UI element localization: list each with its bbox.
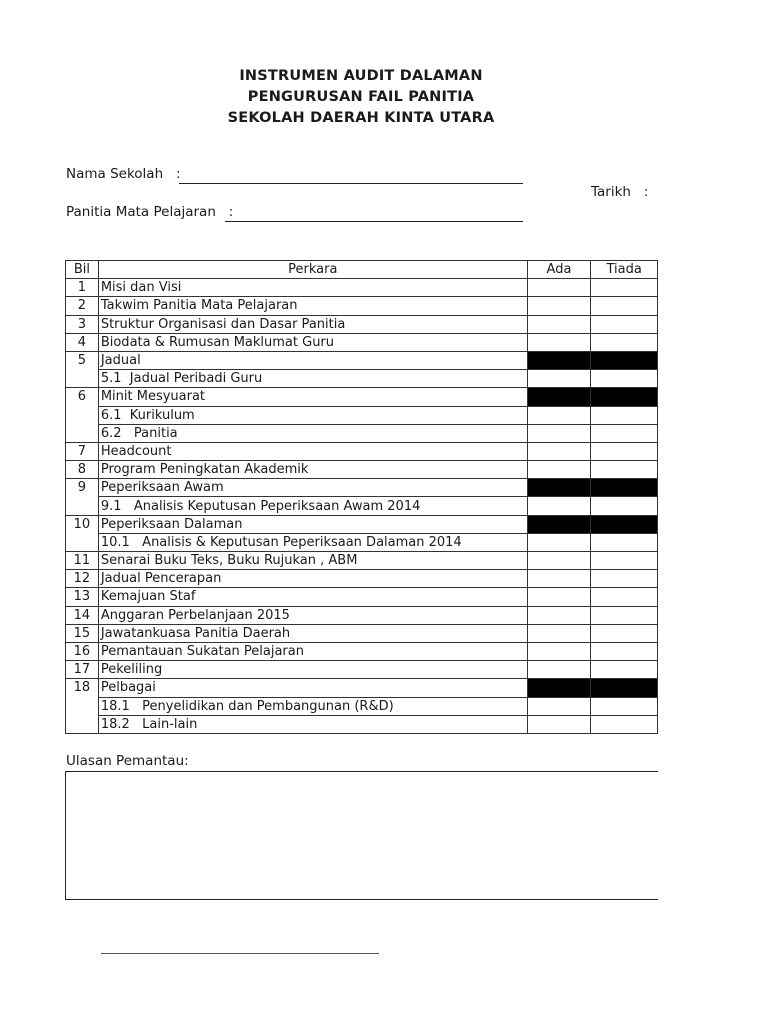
table-row bbox=[66, 606, 658, 624]
row-perkara: Peperiksaan Dalaman bbox=[98, 515, 527, 533]
row-tiada-cell[interactable] bbox=[591, 624, 658, 642]
row-ada-cell[interactable] bbox=[527, 333, 591, 351]
row-perkara: Misi dan Visi bbox=[98, 279, 527, 297]
table-row bbox=[66, 479, 658, 497]
row-perkara: Takwim Panitia Mata Pelajaran bbox=[98, 297, 527, 315]
table-header-row bbox=[66, 261, 658, 279]
row-number: 12 bbox=[66, 570, 99, 588]
table-row bbox=[66, 424, 658, 442]
audit-checklist-table bbox=[65, 260, 658, 734]
row-ada-cell[interactable] bbox=[527, 497, 591, 515]
row-ada-cell[interactable] bbox=[527, 424, 591, 442]
table-row bbox=[66, 533, 658, 551]
row-number: 3 bbox=[66, 315, 99, 333]
ulasan-comment-box[interactable] bbox=[65, 771, 658, 900]
table-row bbox=[66, 279, 658, 297]
table-row bbox=[66, 497, 658, 515]
row-tiada-cell bbox=[591, 515, 658, 533]
row-number: 9 bbox=[66, 479, 99, 515]
row-number: 18 bbox=[66, 679, 99, 734]
row-perkara: Jawatankuasa Panitia Daerah bbox=[98, 624, 527, 642]
row-ada-cell[interactable] bbox=[527, 533, 591, 551]
row-perkara: 10.1 Analisis & Keputusan Peperiksaan Dalaman 2014 bbox=[98, 533, 527, 551]
row-ada-cell bbox=[527, 515, 591, 533]
row-ada-cell[interactable] bbox=[527, 406, 591, 424]
row-perkara: 6.1 Kurikulum bbox=[98, 406, 527, 424]
row-tiada-cell[interactable] bbox=[591, 570, 658, 588]
row-perkara: 18.1 Penyelidikan dan Pembangunan (R&D) bbox=[98, 697, 527, 715]
row-perkara: Pekeliling bbox=[98, 661, 527, 679]
row-ada-cell[interactable] bbox=[527, 661, 591, 679]
table-row bbox=[66, 661, 658, 679]
row-ada-cell bbox=[527, 351, 591, 369]
tarikh-label: Tarikh : bbox=[591, 184, 649, 200]
row-tiada-cell[interactable] bbox=[591, 715, 658, 733]
table-body bbox=[66, 279, 658, 734]
row-tiada-cell[interactable] bbox=[591, 588, 658, 606]
row-perkara: Kemajuan Staf bbox=[98, 588, 527, 606]
row-number: 17 bbox=[66, 661, 99, 679]
table-row bbox=[66, 388, 658, 406]
row-perkara: Minit Mesyuarat bbox=[98, 388, 527, 406]
signature-line[interactable] bbox=[101, 953, 379, 954]
row-tiada-cell[interactable] bbox=[591, 461, 658, 479]
row-ada-cell bbox=[527, 479, 591, 497]
table-row bbox=[66, 461, 658, 479]
table-row bbox=[66, 552, 658, 570]
row-tiada-cell bbox=[591, 388, 658, 406]
table-row bbox=[66, 370, 658, 388]
row-ada-cell[interactable] bbox=[527, 442, 591, 460]
title-line-1: INSTRUMEN AUDIT DALAMAN bbox=[239, 68, 483, 84]
row-number: 7 bbox=[66, 442, 99, 460]
row-ada-cell bbox=[527, 679, 591, 697]
row-number: 14 bbox=[66, 606, 99, 624]
table-row bbox=[66, 624, 658, 642]
table-row bbox=[66, 642, 658, 660]
row-tiada-cell[interactable] bbox=[591, 642, 658, 660]
panitia-line[interactable] bbox=[225, 221, 523, 222]
header-tiada: Tiada bbox=[591, 261, 658, 279]
row-number: 6 bbox=[66, 388, 99, 443]
row-perkara: Anggaran Perbelanjaan 2015 bbox=[98, 606, 527, 624]
document-title bbox=[0, 66, 722, 129]
row-tiada-cell[interactable] bbox=[591, 552, 658, 570]
header-perkara: Perkara bbox=[98, 261, 527, 279]
row-tiada-cell bbox=[591, 479, 658, 497]
table-row bbox=[66, 442, 658, 460]
row-ada-cell[interactable] bbox=[527, 624, 591, 642]
row-ada-cell[interactable] bbox=[527, 370, 591, 388]
table-row bbox=[66, 406, 658, 424]
header-ada: Ada bbox=[527, 261, 591, 279]
row-ada-cell bbox=[527, 388, 591, 406]
row-tiada-cell[interactable] bbox=[591, 279, 658, 297]
row-perkara: Program Peningkatan Akademik bbox=[98, 461, 527, 479]
table-row bbox=[66, 351, 658, 369]
row-tiada-cell[interactable] bbox=[591, 697, 658, 715]
row-ada-cell[interactable] bbox=[527, 315, 591, 333]
row-number: 15 bbox=[66, 624, 99, 642]
row-tiada-cell[interactable] bbox=[591, 370, 658, 388]
row-ada-cell[interactable] bbox=[527, 588, 591, 606]
row-ada-cell[interactable] bbox=[527, 279, 591, 297]
row-number: 2 bbox=[66, 297, 99, 315]
table-row bbox=[66, 333, 658, 351]
row-ada-cell[interactable] bbox=[527, 715, 591, 733]
table-row bbox=[66, 297, 658, 315]
row-tiada-cell[interactable] bbox=[591, 424, 658, 442]
row-number: 1 bbox=[66, 279, 99, 297]
row-ada-cell[interactable] bbox=[527, 570, 591, 588]
table-row bbox=[66, 679, 658, 697]
row-perkara: Headcount bbox=[98, 442, 527, 460]
row-number: 4 bbox=[66, 333, 99, 351]
row-perkara: Jadual Pencerapan bbox=[98, 570, 527, 588]
row-perkara: Pelbagai bbox=[98, 679, 527, 697]
nama-sekolah-label: Nama Sekolah : bbox=[66, 166, 181, 182]
row-perkara: Peperiksaan Awam bbox=[98, 479, 527, 497]
row-tiada-cell[interactable] bbox=[591, 333, 658, 351]
row-perkara: Senarai Buku Teks, Buku Rujukan , ABM bbox=[98, 552, 527, 570]
row-perkara: Struktur Organisasi dan Dasar Panitia bbox=[98, 315, 527, 333]
row-ada-cell[interactable] bbox=[527, 461, 591, 479]
table-row bbox=[66, 715, 658, 733]
row-ada-cell[interactable] bbox=[527, 642, 591, 660]
row-perkara: Jadual bbox=[98, 351, 527, 369]
row-ada-cell[interactable] bbox=[527, 606, 591, 624]
row-tiada-cell bbox=[591, 679, 658, 697]
row-perkara: 5.1 Jadual Peribadi Guru bbox=[98, 370, 527, 388]
row-number: 11 bbox=[66, 552, 99, 570]
title-line-3: SEKOLAH DAERAH KINTA UTARA bbox=[227, 110, 495, 126]
row-number: 5 bbox=[66, 351, 99, 387]
row-ada-cell[interactable] bbox=[527, 297, 591, 315]
nama-sekolah-line[interactable] bbox=[179, 183, 523, 184]
row-ada-cell[interactable] bbox=[527, 697, 591, 715]
title-line-2: PENGURUSAN FAIL PANITIA bbox=[247, 89, 475, 105]
table-row bbox=[66, 588, 658, 606]
row-perkara: 9.1 Analisis Keputusan Peperiksaan Awam 2014 bbox=[98, 497, 527, 515]
table-row bbox=[66, 515, 658, 533]
row-ada-cell[interactable] bbox=[527, 552, 591, 570]
row-number: 10 bbox=[66, 515, 99, 551]
row-tiada-cell[interactable] bbox=[591, 533, 658, 551]
ulasan-label: Ulasan Pemantau: bbox=[66, 753, 189, 769]
panitia-label: Panitia Mata Pelajaran : bbox=[66, 204, 234, 220]
row-perkara: 18.2 Lain-lain bbox=[98, 715, 527, 733]
row-tiada-cell[interactable] bbox=[591, 606, 658, 624]
row-tiada-cell[interactable] bbox=[591, 315, 658, 333]
table-row bbox=[66, 315, 658, 333]
row-number: 13 bbox=[66, 588, 99, 606]
row-tiada-cell[interactable] bbox=[591, 661, 658, 679]
table-row bbox=[66, 697, 658, 715]
header-bil: Bil bbox=[66, 261, 99, 279]
row-number: 8 bbox=[66, 461, 99, 479]
row-tiada-cell[interactable] bbox=[591, 497, 658, 515]
row-perkara: 6.2 Panitia bbox=[98, 424, 527, 442]
row-tiada-cell bbox=[591, 351, 658, 369]
row-number: 16 bbox=[66, 642, 99, 660]
table-row bbox=[66, 570, 658, 588]
row-tiada-cell[interactable] bbox=[591, 297, 658, 315]
row-tiada-cell[interactable] bbox=[591, 406, 658, 424]
row-tiada-cell[interactable] bbox=[591, 442, 658, 460]
row-perkara: Pemantauan Sukatan Pelajaran bbox=[98, 642, 527, 660]
row-perkara: Biodata & Rumusan Maklumat Guru bbox=[98, 333, 527, 351]
